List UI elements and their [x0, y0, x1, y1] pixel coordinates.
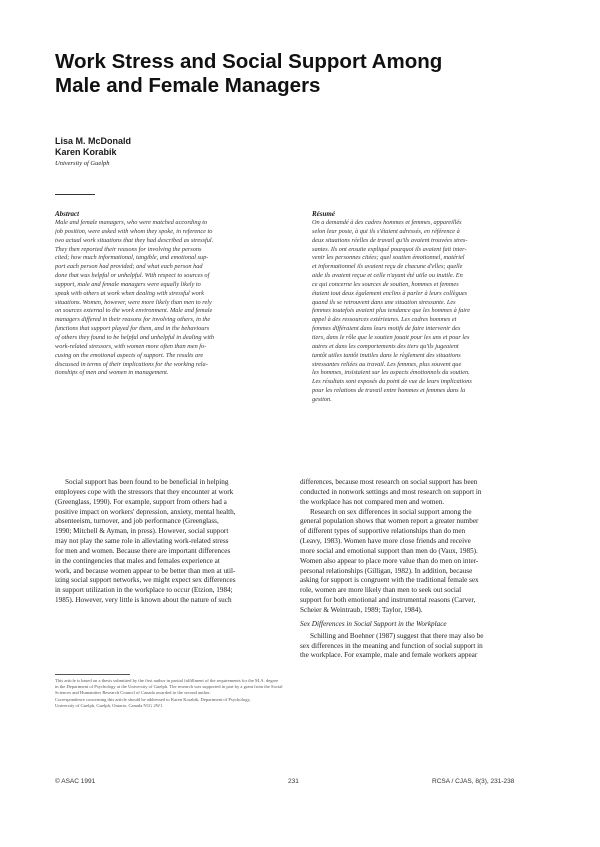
abstract-line: two actual work situations that they had described as stressful. [55, 236, 214, 244]
body-text-line: sex differences in the meaning and function of social support in [300, 641, 483, 650]
author-affiliation: University of Guelph [55, 160, 110, 167]
resume-line: selon leur poste, à qui ils s'étaient adressés, en référence à [312, 227, 460, 235]
abstract-line: situations. Women, however, were more likely than men to rely [55, 298, 212, 306]
footnote-block [55, 678, 300, 709]
author-name: Karen Korabik [55, 147, 117, 157]
body-text-line: Social support has been found to be beneficial in helping [65, 478, 229, 486]
resume-line: aide ils avaient reçue et celle n'ayant été utile ou inutile. En [312, 272, 463, 280]
body-text-line: in support utilization in the workplace to occur (Etzion, 1984; [55, 586, 233, 595]
abstract-line: cusing on the emotional aspects of support. The results are [55, 351, 204, 359]
body-text-line: the workplace has not compared men and women. [300, 497, 445, 506]
resume-line: les hommes, insistaient sur les aspects émotionnels du soutien. [312, 369, 470, 377]
abstract-line: on sources external to the work environment. Male and female [55, 307, 213, 315]
paper-title [55, 50, 535, 98]
body-text-line: Research on sex differences in social support among the [310, 507, 472, 516]
resume-line: femmes toutefois avaient plus tendance que les hommes à faire [312, 307, 471, 315]
abstract-line: of others they found to be helpful and unhelpful in dealing with [55, 333, 214, 341]
resume-line: gestion. [312, 395, 332, 403]
abstract-line: discussed in terms of their implications for the working rela- [55, 360, 208, 368]
resume-line: venir les personnes citées; quel soutien émotionnel, matériel [312, 254, 465, 262]
paper-title-line: Male and Female Managers [55, 74, 321, 97]
resume-line: ce qui concerne les sources de soutien, hommes et femmes [312, 280, 459, 288]
abstract-heading: Abstract [55, 210, 80, 218]
footnote-divider [55, 674, 130, 675]
abstract-line: They then reported their reasons for involving the persons [55, 245, 202, 253]
body-text-line: Schilling and Boehner (1987) suggest that there may also be [310, 631, 484, 640]
abstract-line: managers differed in their reasons for involving others, in the [55, 316, 211, 324]
resume-line: et informationnel ils avaient reçu de chacune d'elles; quelle [312, 263, 463, 271]
body-text-line: of different types of supportive relationships than do men [300, 527, 466, 536]
author-name: Lisa M. McDonald [55, 136, 132, 146]
body-text-line: support for both emotional and instrumental reasons (Carver, [300, 596, 476, 605]
abstract-line: tionships of men and women in management. [55, 369, 169, 377]
footnote-line: University of Guelph, Guelph, Ontario, Canada N1G 2W1. [55, 702, 164, 708]
abstract-line: functions that support played for them, and in the behaviours [55, 325, 210, 333]
body-text-line: positive impact on workers' depression, anxiety, mental health, [55, 507, 236, 516]
abstract-line: done that was helpful or unhelpful. With respect to sources of [55, 272, 210, 280]
body-text-line: Sex Differences in Social Support in the Workplace [300, 619, 447, 628]
footnote-line: This article is based on a thesis submitted by the first author in partial fulfillment of the requirements for the M.A. degree [55, 678, 279, 683]
footnote-line: Sciences and Humanities Research Council of Canada awarded to the second author. [55, 690, 211, 696]
resume-line: On a demandé à des cadres hommes et femmes, appareillés [312, 219, 462, 226]
resume-line: stressantes reliées au travail. Les femmes, plus souvent que [312, 360, 462, 368]
abstract-line: support, male and female managers were equally likely to [55, 280, 201, 288]
footnote-line: in the Department of Psychology at the University of Guelph. The research was supported in part by a grant from the Social [55, 684, 283, 690]
body-text-line: role, women are more likely than men to seek out social [300, 586, 462, 595]
body-column-right [300, 478, 545, 661]
body-text-line: differences, because most research on social support has been [300, 478, 478, 486]
footnote-line: Correspondence concerning this article should be addressed to Karen Korabik, Department of Psychology, [55, 696, 251, 702]
title-divider [55, 194, 95, 195]
body-text-line: izing social support networks, we might expect sex differences [55, 576, 236, 585]
page-number: 231 [288, 778, 299, 785]
abstract-body [55, 219, 298, 378]
body-text-line: Scheier & Weintraub, 1989; Taylor, 1984). [300, 605, 423, 614]
resume-line: santes. Ils ont ensuite expliqué pourquoi ils avaient fait inter- [312, 245, 467, 253]
body-text-line: general population shows that women report a greater number [300, 517, 479, 526]
resume-line: quand ils se retrouvent dans une situation stressante. Les [312, 298, 456, 306]
abstract-line: work-related stressors, with women more often than men fo- [55, 342, 207, 350]
body-text-line: conducted in nonwork settings and most research on support in [300, 487, 482, 496]
body-column-left [55, 478, 300, 606]
footer-journal: RCSA / CJAS, 8(3), 231-238 [432, 778, 515, 785]
body-text-line: for men and women. Because there are important differences [55, 546, 231, 555]
body-text-line: employees cope with the stressors that they encounter at work [55, 487, 234, 496]
abstract-line: job position, were asked with whom they spoke, in reference to [55, 227, 213, 235]
footer-copyright: © ASAC 1991 [55, 778, 96, 785]
abstract-line: cited; how much informational, tangible, and emotional sup- [55, 254, 209, 262]
body-text-line: Women also appear to place more value than do men on inter- [300, 556, 479, 565]
body-text-line: more social and emotional support than men do (Vaux, 1985). [300, 546, 478, 555]
body-text-line: personal relationships (Gilligan, 1982). In addition, because [300, 566, 473, 575]
body-text-line: 1990; Mitchell & Ayman, in press). However, social support [55, 527, 229, 536]
body-text-line: (Leavy, 1983). Women have more close friends and receive [300, 537, 471, 546]
resume-body [312, 219, 555, 405]
resume-line: Les résultats sont exposés du point de vue de leurs implications [312, 378, 472, 386]
body-text-line: asking for support is congruent with the traditional female sex [300, 576, 479, 585]
resume-heading: Résumé [312, 210, 335, 218]
abstract-line: speak with others at work when dealing with stressful work [55, 289, 204, 297]
resume-line: tantôt utiles tantôt inutiles dans le règlement des situations [312, 351, 461, 359]
body-text-line: (Greenglass, 1990). For example, support from others had a [55, 497, 227, 506]
resume-line: autres et dans les comportements des tiers qu'ils jugeaient [312, 342, 459, 350]
paper-title-line: Work Stress and Social Support Among [55, 50, 443, 73]
resume-line: pour les relations de travail entre hommes et femmes dans la [312, 387, 466, 395]
resume-line: femmes différaient dans leurs motifs de faire intervenir des [312, 325, 461, 333]
body-text-line: 1985). However, very little is known about the nature of such [55, 596, 232, 605]
resume-line: deux situations réelles de travail qu'ils avaient trouvées stres- [312, 236, 468, 244]
body-text-line: the workplace. For example, male and female workers appear [300, 651, 478, 660]
body-text-line: in the contingencies that males and females experience at [55, 556, 220, 565]
body-text-line: may not play the same role in alleviating work-related stress [55, 537, 229, 546]
abstract-line: Male and female managers, who were matched according to [55, 219, 208, 226]
body-text-line: work, and because women appear to be better than men at util- [55, 566, 236, 575]
resume-line: appel à des ressources extérieures. Les cadres hommes et [312, 316, 457, 324]
body-text-line: absenteeism, turnover, and job performance (Greenglass, [55, 517, 219, 526]
resume-line: étaient tout deux également enclins à parler à leurs collègues [312, 289, 468, 297]
abstract-line: port each person had provided; and what each person had [55, 263, 203, 271]
resume-line: tiers, dans le rôle que le soutien jouait pour les uns et pour les [312, 333, 470, 341]
